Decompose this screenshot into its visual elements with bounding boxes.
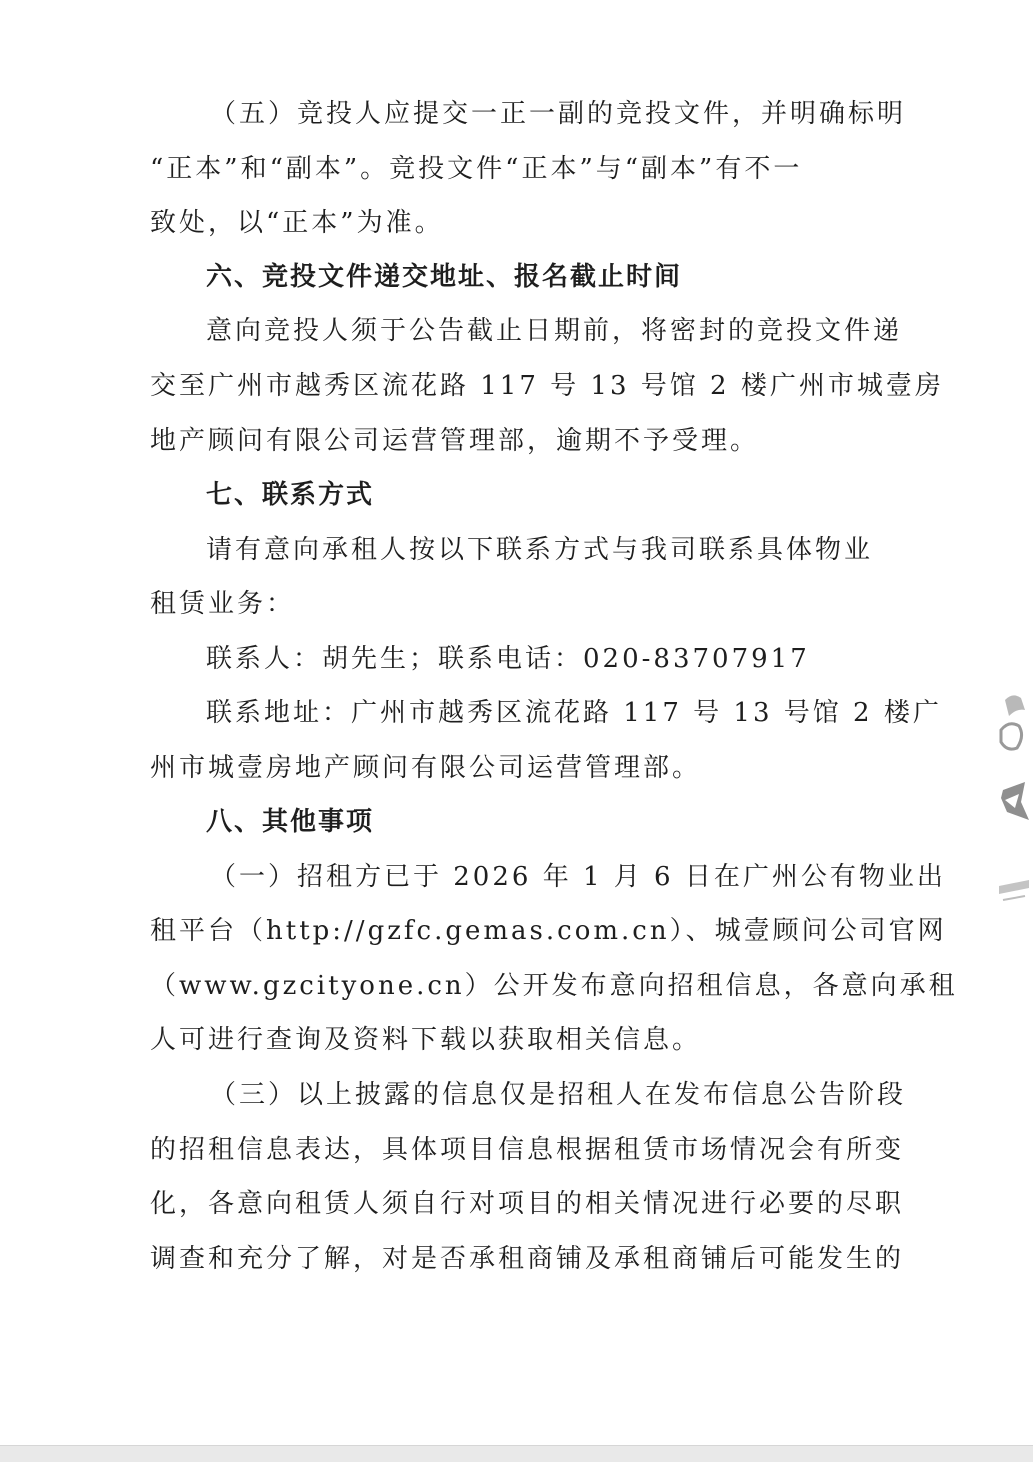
contact-person-line: 联系人：胡先生；联系电话：020-83707917 bbox=[206, 644, 810, 674]
paragraph-line: 调查和充分了解，对是否承租商铺及承租商铺后可能发生的 bbox=[150, 1244, 905, 1274]
seal-stamp-fragment bbox=[995, 690, 1033, 920]
paragraph-line: 交至广州市越秀区流花路 117 号 13 号馆 2 楼广州市城壹房 bbox=[150, 371, 944, 401]
viewer-bottom-bar bbox=[0, 1445, 1033, 1462]
section-heading-7: 七、联系方式 bbox=[206, 480, 375, 510]
paragraph-line: 地产顾问有限公司运营管理部，逾期不予受理。 bbox=[150, 426, 760, 456]
paragraph-line: 州市城壹房地产顾问有限公司运营管理部。 bbox=[150, 753, 702, 783]
paragraph-line: 意向竞投人须于公告截止日期前，将密封的竞投文件递 bbox=[206, 316, 903, 346]
paragraph-line: 租赁业务： bbox=[150, 589, 296, 619]
paragraph-line: 请有意向承租人按以下联系方式与我司联系具体物业 bbox=[206, 535, 874, 565]
contact-address-line: 联系地址：广州市越秀区流花路 117 号 13 号馆 2 楼广 bbox=[206, 698, 942, 728]
paragraph-line: 化，各意向租赁人须自行对项目的相关情况进行必要的尽职 bbox=[150, 1189, 905, 1219]
section-heading-8: 八、其他事项 bbox=[206, 807, 375, 837]
paragraph-line: （www.gzcityone.cn）公开发布意向招租信息，各意向承租 bbox=[150, 971, 958, 1001]
paragraph-line: 致处，以“正本”为准。 bbox=[150, 208, 444, 238]
paragraph-line: 的招租信息表达，具体项目信息根据租赁市场情况会有所变 bbox=[150, 1135, 905, 1165]
paragraph-line: （五）竞投人应提交一正一副的竞投文件，并明确标明 bbox=[210, 99, 907, 129]
paragraph-line: “正本”和“副本”。竞投文件“正本”与“副本”有不一 bbox=[150, 154, 803, 184]
paragraph-line: （三）以上披露的信息仅是招租人在发布信息公告阶段 bbox=[210, 1080, 907, 1110]
paragraph-line: （一）招租方已于 2026 年 1 月 6 日在广州公有物业出 bbox=[210, 862, 946, 892]
section-heading-6: 六、竞投文件递交地址、报名截止时间 bbox=[206, 262, 683, 292]
paragraph-line: 人可进行查询及资料下载以获取相关信息。 bbox=[150, 1025, 702, 1055]
paragraph-line: 租平台（http://gzfc.gemas.com.cn）、城壹顾问公司官网 bbox=[150, 916, 947, 946]
